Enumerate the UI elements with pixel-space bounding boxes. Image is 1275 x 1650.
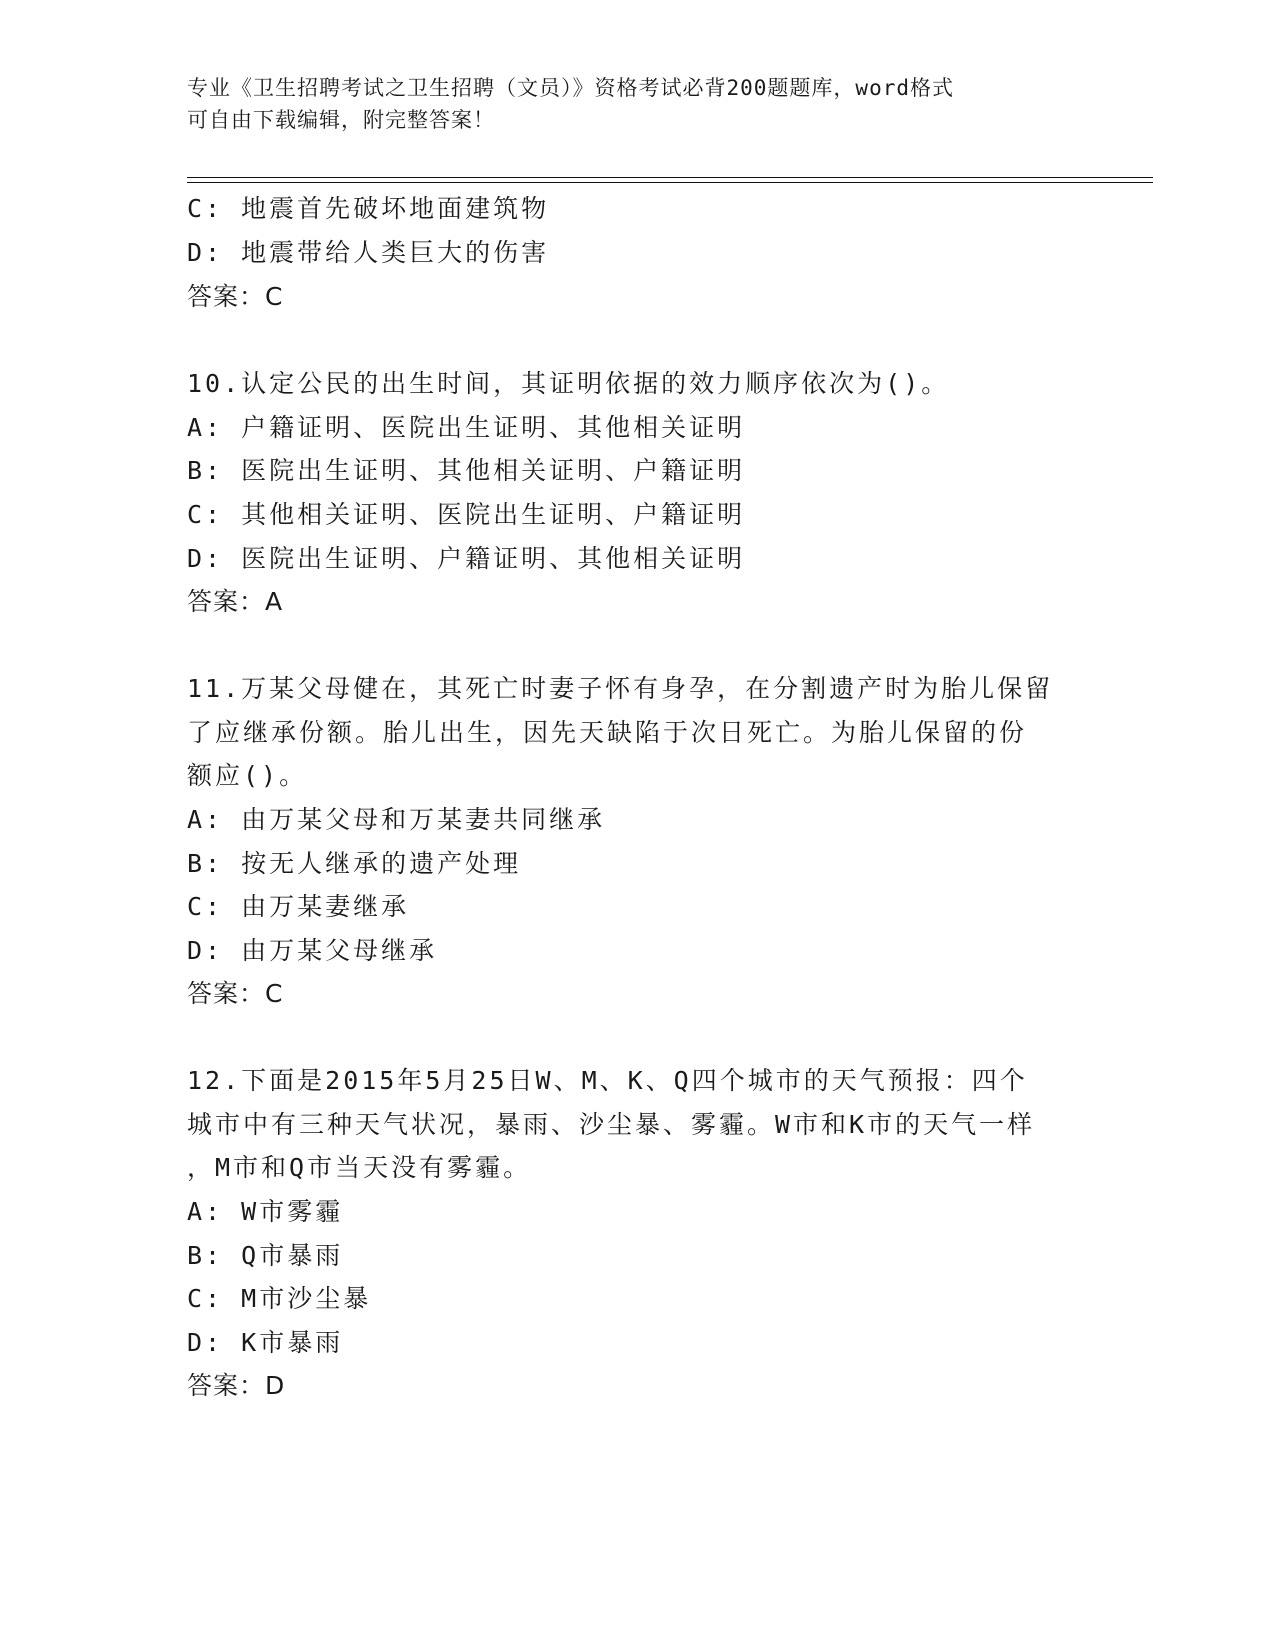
q9-answer: 答案：C [187,282,284,311]
q11-answer: 答案：C [187,979,284,1008]
q12-option-c: C: M市沙尘暴 [187,1284,372,1313]
q9-option-d: D: 地震带给人类巨大的伤害 [187,238,550,267]
q11-option-d: D: 由万某父母继承 [187,936,438,965]
header-line-1: 专业《卫生招聘考试之卫生招聘（文员）》资格考试必背200题题库，word格式 [187,76,954,100]
q10-answer: 答案：A [187,587,284,616]
q10-option-a: A: 户籍证明、医院出生证明、其他相关证明 [187,413,746,442]
q12-option-b: B: Q市暴雨 [187,1241,344,1270]
q12-answer: 答案：D [187,1371,286,1400]
q12-option-a: A: W市雾霾 [187,1197,344,1226]
q12-option-d: D: K市暴雨 [187,1328,344,1357]
q11-option-c: C: 由万某妻继承 [187,892,410,921]
q11-option-a: A: 由万某父母和万某妻共同继承 [187,805,606,834]
q9-option-c: C: 地震首先破坏地面建筑物 [187,194,550,223]
header-divider-top [187,177,1153,178]
q10-option-b: B: 医院出生证明、其他相关证明、户籍证明 [187,456,746,485]
q12-stem-line-3: ，M市和Q市当天没有雾霾。 [187,1153,532,1182]
q12-stem-line-2: 城市中有三种天气状况，暴雨、沙尘暴、雾霾。W市和K市的天气一样 [187,1110,1036,1139]
document-header [187,72,1067,136]
q11-stem-line-2: 了应继承份额。胎儿出生，因先天缺陷于次日死亡。为胎儿保留的份 [187,718,1028,747]
q11-option-b: B: 按无人继承的遗产处理 [187,849,522,878]
q11-stem-line-1: 11.万某父母健在，其死亡时妻子怀有身孕，在分割遗产时为胎儿保留 [187,674,1054,703]
header-divider-bottom [187,182,1153,183]
q12-stem-line-1: 12.下面是2015年5月25日W、M、K、Q四个城市的天气预报：四个 [187,1066,1028,1095]
q10-stem: 10.认定公民的出生时间，其证明依据的效力顺序依次为()。 [187,369,950,398]
q10-option-d: D: 医院出生证明、户籍证明、其他相关证明 [187,544,746,573]
header-line-2: 可自由下载编辑，附完整答案！ [187,108,495,132]
q11-stem-line-3: 额应()。 [187,761,308,790]
q10-option-c: C: 其他相关证明、医院出生证明、户籍证明 [187,500,746,529]
